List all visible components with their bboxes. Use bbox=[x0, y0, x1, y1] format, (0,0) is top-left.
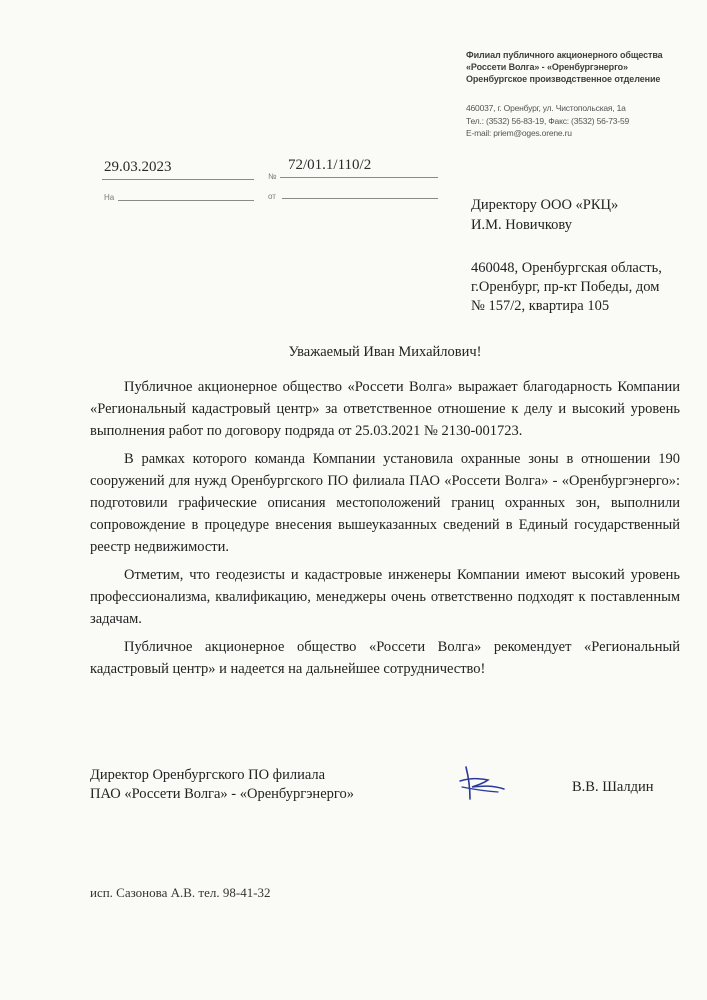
signatory-title bbox=[90, 766, 430, 804]
body-paragraph: Публичное акционерное общество «Россети Волга» рекомендует «Региональный кадастровый центр» и надеется на дальнейшее сотрудничество! bbox=[90, 639, 680, 677]
letter-date: 29.03.2023 bbox=[104, 159, 172, 175]
on-underline bbox=[118, 200, 254, 201]
letterhead-org-line: Оренбургское производственное отделение bbox=[466, 74, 661, 84]
executor-info: исп. Сазонова А.В. тел. 98-41-32 bbox=[90, 885, 271, 900]
letterhead-org-line: «Россети Волга» - «Оренбургэнерго» bbox=[466, 62, 628, 72]
letterhead-email: E-mail: priem@oges.orene.ru bbox=[466, 128, 572, 138]
number-label: № bbox=[268, 172, 277, 181]
addressee-address bbox=[471, 259, 693, 316]
body-paragraph: Отметим, что геодезисты и кадастровые инженеры Компании имеют высокий уровень профессионализма, квалификацию, менеджеры очень ответственно подходят к поставленным задачам. bbox=[90, 567, 680, 627]
body-paragraph: Публичное акционерное общество «Россети Волга» выражает благодарность Компании «Региональный кадастровый центр» за ответственное отношение к делу и высокий уровень выполнения работ по договору подряда от 25.03.2021 № 2130-001723. bbox=[90, 379, 680, 439]
letter-body bbox=[90, 376, 680, 686]
address-line: г.Оренбург, пр-кт Победы, дом bbox=[471, 279, 660, 295]
number-underline bbox=[280, 177, 438, 178]
date-underline bbox=[102, 179, 254, 180]
on-label: На bbox=[104, 193, 115, 202]
letterhead-phone: Тел.: (3532) 56-83-19, Факс: (3532) 56-73-59 bbox=[466, 115, 630, 126]
body-paragraph: В рамках которого команда Компании установила охранные зоны в отношении 190 сооружений для нужд Оренбургского ПО филиала ПАО «Россети Волга» - «Оренбургэнерго»: подготовили графические описания местоположений границ охранных зон, выполнили сопровождение в процедуре внесения вышеуказанных сведений в Единый государственный реестр недвижимости. bbox=[90, 451, 680, 555]
signatory-title-line: Директор Оренбургского ПО филиала bbox=[90, 767, 326, 783]
addressee-line: Директору ООО «РКЦ» bbox=[471, 197, 619, 213]
letterhead-org bbox=[466, 49, 676, 85]
address-line: 460048, Оренбургская область, bbox=[471, 260, 662, 276]
letterhead-org-line: Филиал публичного акционерного общества bbox=[466, 50, 663, 60]
letterhead-address: 460037, г. Оренбург, ул. Чистопольская, 1а bbox=[466, 103, 626, 113]
salutation: Уважаемый Иван Михайлович! bbox=[288, 344, 482, 360]
letterhead-contacts bbox=[466, 102, 676, 140]
from-label: от bbox=[268, 192, 276, 201]
handwritten-signature bbox=[458, 765, 508, 801]
letterhead bbox=[466, 49, 676, 140]
signatory-name: В.В. Шалдин bbox=[572, 779, 654, 795]
address-line: № 157/2, квартира 105 bbox=[471, 298, 610, 314]
addressee-line: И.М. Новичкову bbox=[471, 217, 573, 233]
from-underline bbox=[282, 198, 438, 199]
signatory-title-line: ПАО «Россети Волга» - «Оренбургэнерго» bbox=[90, 786, 354, 802]
addressee bbox=[471, 195, 691, 235]
letter-number: 72/01.1/110/2 bbox=[288, 157, 372, 173]
